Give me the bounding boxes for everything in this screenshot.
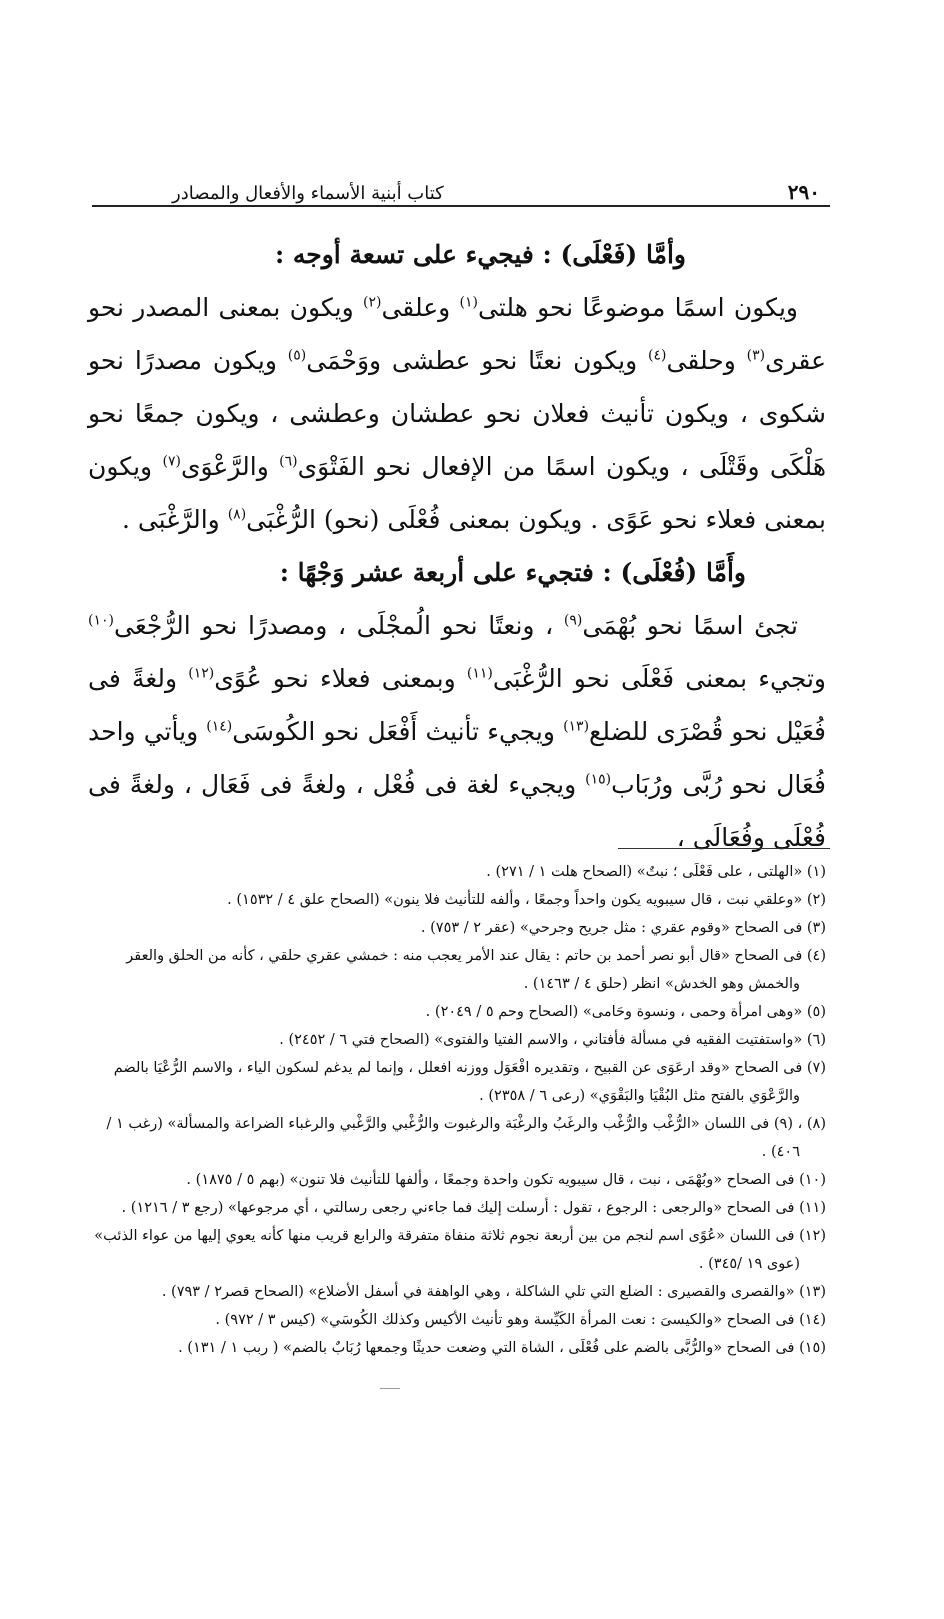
text-run: ويأتي واحد فُعَال نحو رُبَّى ورُبَاب <box>88 717 826 799</box>
main-text <box>88 228 826 864</box>
footnote-marker: (٦) <box>279 453 298 470</box>
footnote-text: فى الصحاح «وقد ارعَوَى عن القبيح ، وتقديره افْعَوَل ووزنه افعلل ، وإنما لم يدغم لسكون الياء ، والاسم الرُّعْيَا بالضم والرَّعْوَي بالفتح مثل البُقْيَا والبَقْوَي» (رعى ٦ / ٢٣٥٨) . <box>113 1060 807 1104</box>
footnote-marker: (١٥) <box>585 771 612 788</box>
footnote-marker: (٣) <box>746 347 766 364</box>
section-heading-fula: وأَمَّا (فُعْلَى) : فتجيء على أربعة عشر وَجْهًا : <box>279 558 746 587</box>
footnote <box>88 1306 826 1334</box>
footnote-separator <box>618 848 830 849</box>
text-run: والرَّعْوَى <box>180 452 280 481</box>
footnote-number: (١٥) <box>799 1340 826 1356</box>
footnote-marker: (٢) <box>363 294 382 311</box>
footnote-number: (١٠) <box>799 1172 826 1188</box>
footnote-text: فى الصحاح «والكيسىَ : نعت المرأة الكَيِّسة وهو تأنيث الأكيس وكذلك الكُوسَي» (كيس ٣ / ٩٧٢) . <box>215 1312 800 1328</box>
footnote-text: «وعلقي نبت ، قال سيبويه يكون واحداً وجمعًا ، وألفه للتأنيث فلا ينون» (الصحاح علق ٤ / ١٥٣٢) . <box>227 892 807 908</box>
footnote-text: فى الصحاح «قال أبو نصر أحمد بن حاتم : يقال عند الأمر يعجب منه : خمشي عقري حلقي ، كأنه من الحلق والعقر والخمش وهو الخدش» انظر (حلق ٤ / ١٤٦٣) . <box>126 948 807 992</box>
text-run: ويكون بمعنى المصدر نحو عقرى <box>88 293 826 375</box>
footnote-number: (٣) <box>806 920 826 936</box>
footnote-marker: (٨) <box>227 506 247 523</box>
text-run: وبمعنى فعلاء نحو عُوًى <box>214 664 467 693</box>
footnote-text: «واستفتيت الفقيه في مسألة فأفتاني ، والاسم الفتيا والفتوى» (الصحاح فتي ٦ / ٢٤٥٢) . <box>279 1032 807 1048</box>
footnote <box>88 886 826 914</box>
text-run: ويكون مصدرًا نحو شكوى ، ويكون تأنيث فعلان نحو عطشان وعطشى ، ويكون جمعًا نحو هَلْكَى وقَتْلَى ، ويكون اسمًا من الإفعال نحو الفَتْوَى <box>88 346 826 481</box>
text-run: ويكون نعتًا نحو عطشى ووَحْمَى <box>306 346 649 375</box>
text-run: تجئ اسمًا نحو بُهْمَى <box>582 611 798 640</box>
footnote <box>88 998 826 1026</box>
text-run: ، ونعتًا نحو الُمجْلَى ، ومصدرًا نحو الرُّجْعَى <box>113 611 564 640</box>
footnote-number: (٦) <box>806 1032 826 1048</box>
footnote-number: (١١) <box>799 1200 826 1216</box>
footnote <box>88 1110 826 1166</box>
text-run: وحلقى <box>666 346 747 375</box>
footnote-marker: (١١) <box>466 665 493 682</box>
text-run: وعلقى <box>381 293 460 322</box>
header-rule <box>92 205 830 207</box>
footnote-text: فى الصحاح «والرُّبَّى بالضم على فُعْلَى ، الشاة التي وضعت حديثًا وجمعها رُبَابٌ بالضم» ( ربب ١ / ١٣١) . <box>178 1340 800 1356</box>
section-heading-fala: وأمَّا (فَعْلَى) : فيجيء على تسعة أوجه : <box>274 240 686 269</box>
footnote <box>88 1222 826 1278</box>
text-run: ويجيء لغة فى فُعْل ، ولغةً فى فَعَال ، ولغةً فى فُعْلَى وفُعَالَى ، <box>88 770 826 852</box>
footnote-number: (١٢) <box>799 1228 826 1244</box>
footnote-number: (١٤) <box>799 1312 826 1328</box>
text-run: والرَّغْبَى . <box>121 505 228 534</box>
page-bottom-mark <box>380 1388 400 1389</box>
footnote-text: فى الصحاح «وبُهْمَى ، نبت ، قال سيبويه تكون واحدة وجمعًا ، وألفها للتأنيث فلا تنون» (بهم ٥ / ١٨٧٥) . <box>186 1172 800 1188</box>
footnote-number: (٥) <box>806 1004 826 1020</box>
page-header <box>92 172 828 204</box>
footnote-text: «والقصرى والقصيرى : الضلع التي تلي الشاكلة ، وهي الواهفة في أسفل الأضلاع» (الصحاح قصر٢ / ٧٩٣) . <box>161 1284 800 1300</box>
footnote-number: (٤) <box>806 948 826 964</box>
footnotes <box>88 858 826 1362</box>
paragraph-fula <box>88 599 826 864</box>
page-number: ٢٩٠ <box>787 180 820 204</box>
footnote <box>88 1054 826 1110</box>
footnote-number: (٧) <box>806 1060 826 1076</box>
footnote-number: (١) <box>806 864 826 880</box>
footnote-number: (١٣) <box>799 1284 826 1300</box>
footnote <box>88 942 826 998</box>
footnote-number: (٨) ، (٩) <box>773 1116 826 1132</box>
footnote-text: فى اللسان «الرُّغْب والرُّغْب والرغَبُ والرغْبَة والرغبوت والرُّغْبي والرَّغْبي والرغباء الضراعة والمسألة» (رغب ١ / ٤٠٦) . <box>106 1116 800 1160</box>
paragraph-fala <box>88 281 826 546</box>
text-run: ويجيء تأنيث أَفْعَل نحو الكُوسَى <box>232 717 564 746</box>
footnote <box>88 914 826 942</box>
footnote-marker: (٧) <box>162 453 181 470</box>
footnote-marker: (١٠) <box>88 612 114 629</box>
footnote-marker: (١٢) <box>188 665 215 682</box>
footnote-marker: (١) <box>459 294 478 311</box>
footnote <box>88 1334 826 1362</box>
footnote-text: «الهلتى ، على فَعْلَى ؛ نبتٌ» (الصحاح هلت ١ / ٢٧١) . <box>486 864 807 880</box>
footnote-text: فى اللسان «عُوًى اسم لنجم من بين أربعة نجوم ثلاثة منفاة متفرقة والرابع قريب منها كأنه يعوي إليها من عواء الذئب» (عوى ١٩ /٣٤٥) . <box>94 1228 800 1272</box>
footnote-marker: (٤) <box>648 347 667 364</box>
footnote <box>88 1194 826 1222</box>
text-run: ويكون اسمًا موضوعًا نحو هلتى <box>477 293 798 322</box>
footnote-marker: (١٤) <box>206 718 233 735</box>
running-title: كتاب أبنية الأسماء والأفعال والمصادر <box>172 183 444 204</box>
text-run: ويكون بمعنى فعلاء نحو عَوًى . ويكون بمعنى فُعْلَى (نحو) الرُّغْبَى <box>88 452 826 534</box>
text-run: وتجيء بمعنى فَعْلَى نحو الرُّغْبَى <box>492 664 826 693</box>
footnote-text: «وهى امرأة وحمى ، ونسوة وحَامى» (الصحاح وحم ٥ / ٢٠٤٩) . <box>425 1004 807 1020</box>
footnote <box>88 858 826 886</box>
footnote-text: فى الصحاح «والرجعى : الرجوع ، تقول : أرسلت إليك فما جاءني رجعى رسالتي ، أي مرجوعها» (رجع ٣ / ١٢١٦) . <box>121 1200 800 1216</box>
footnote <box>88 1166 826 1194</box>
footnote-text: فى الصحاح «وقوم عقري : مثل جريح وجرحي» (عقر ٢ / ٧٥٣) . <box>420 920 807 936</box>
footnote-marker: (١٣) <box>563 718 590 735</box>
text-run: ولغةً فى فُعَيْل نحو قُصْرَى للضلع <box>88 664 826 746</box>
footnote <box>88 1026 826 1054</box>
footnote-number: (٢) <box>806 892 826 908</box>
footnote <box>88 1278 826 1306</box>
footnote-marker: (٥) <box>287 347 307 364</box>
footnote-marker: (٩) <box>563 612 583 629</box>
